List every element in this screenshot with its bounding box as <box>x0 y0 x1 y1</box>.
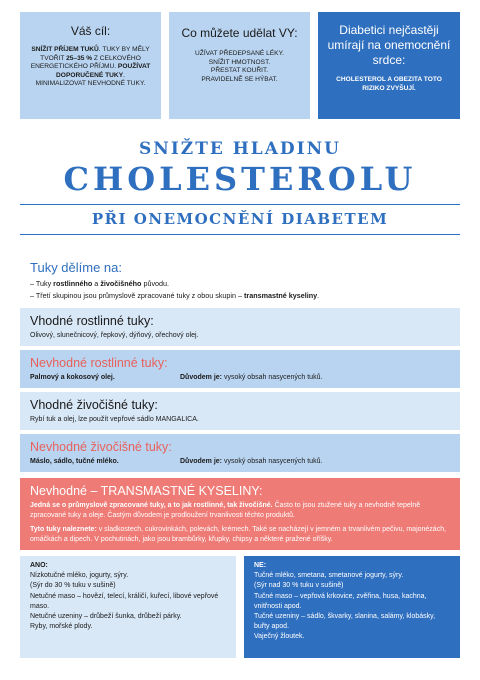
section-trans-p2: Tyto tuky naleznete: v sladkostech, cukrovinkách, polevách, krémech. Také se nacházejí v jemném a trvanlivém pečivu, majonézách, omáčkách a dipech. V pochutinách, jako jsou brambůrky, křupky, chipsy a některé pražené oříšky. <box>30 526 447 543</box>
goal-text <box>20 46 161 89</box>
no-item: (Sýr nad 30 % tuku v sušině) <box>254 582 344 590</box>
risk-box <box>318 12 460 119</box>
section-trans-title: Nevhodné – TRANSMASTNÉ KYSELINY: <box>30 484 263 498</box>
intro <box>30 260 460 302</box>
section-bad-animal-title: Nevhodné živočišné tuky: <box>30 440 172 454</box>
actions-item: PRAVIDELNĚ SE HÝBAT. <box>201 75 278 83</box>
section-bad-plant-items: Palmový a kokosový olej. <box>30 374 115 381</box>
heading-line1: SNIŽTE HLADINU <box>139 139 341 159</box>
section-bad-plant <box>20 350 460 388</box>
section-bad-plant-text <box>30 373 450 383</box>
section-good-animal <box>20 392 460 430</box>
section-trans <box>20 478 460 550</box>
risk-title: Diabetici nejčastěji umírají na onemocnění srdce: <box>327 23 451 67</box>
no-title: NE: <box>254 562 267 569</box>
goal-text-end: . MINIMALIZOVAT NEVHODNÉ TUKY. <box>35 71 146 87</box>
actions-item: PŘESTAT KOUŘIT. <box>210 67 269 74</box>
yes-title: ANO: <box>30 562 48 569</box>
heading-line2: CHOLESTEROLU <box>63 160 417 198</box>
goal-text-bold2: POUŽÍVAT DOPORUČENÉ TUKY <box>56 63 151 79</box>
yes-item: Netučné maso – hovězí, telecí, králičí, kuřecí, libové vepřové maso. <box>30 592 219 610</box>
section-bad-animal-reason: Důvodem je: vysoký obsah nasycených tuků. <box>180 458 323 465</box>
intro-line1: – Tuky rostlinného a živočišného původu. <box>30 279 170 288</box>
goal-text-part2: Z CELKOVÉHO ENERGETICKÉHO PŘÍJMU. <box>30 54 141 70</box>
goal-box <box>20 12 161 119</box>
actions-item: SNÍŽIT HMOTNOST. <box>208 58 271 66</box>
no-box <box>244 556 460 658</box>
no-item: Tučné mléko, smetana, smetanové jogurty, sýry. <box>254 572 404 580</box>
section-good-plant-title: Vhodné rostlinné tuky: <box>30 314 154 328</box>
section-good-plant <box>20 308 460 346</box>
heading-line3: PŘI ONEMOCNĚNÍ DIABETEM <box>91 210 389 228</box>
section-bad-animal-items: Máslo, sádlo, tučné mléko. <box>30 458 119 465</box>
actions-title: Co můžete udělat VY: <box>181 26 298 40</box>
yes-item: Ryby, mořské plody. <box>30 623 93 631</box>
yes-item: Netučné uzeniny – drůbeží šunka, drůbeží párky. <box>30 613 182 621</box>
no-item: Tučné uzeniny – sádlo, škvarky, slanina, salámy, klobásky, buřty apod. <box>254 613 436 631</box>
risk-text: CHOLESTEROL A OBEZITA TOTO RIZIKO ZVYŠUJÍ. <box>336 76 442 92</box>
section-bad-plant-reason: Důvodem je: vysoký obsah nasycených tuků. <box>180 374 323 381</box>
section-good-animal-title: Vhodné živočišné tuky: <box>30 398 158 412</box>
section-bad-animal-text <box>30 457 450 467</box>
actions-box <box>169 12 310 119</box>
intro-title: Tuky dělíme na: <box>30 260 123 275</box>
goal-text-bold1: SNÍŽIT PŘÍJEM TUKŮ <box>31 46 99 53</box>
yes-box <box>20 556 236 658</box>
intro-line2: – Třetí skupinou jsou průmyslově zpracované tuky z obou skupin – transmastné kyseliny. <box>30 291 320 300</box>
goal-title: Váš cíl: <box>70 24 111 38</box>
heading-rule-bottom <box>20 234 460 235</box>
section-trans-p1: Jedná se o průmyslově zpracované tuky, a to jak rostlinné, tak živočišné. Často to jsou ztužené tuky a nevhodně tepelně zpracované tuky a oleje. Častým důvodem je prodloužení trvanlivosti těchto produktů. <box>30 502 421 519</box>
no-item: Vaječný žloutek. <box>254 633 305 641</box>
section-bad-animal <box>20 434 460 472</box>
goal-text-percent: 25–35 % <box>66 54 93 62</box>
actions-item: UŽÍVAT PŘEDEPSANÉ LÉKY. <box>195 50 284 57</box>
yes-item: (Sýr do 30 % tuku v sušině) <box>30 582 116 590</box>
section-good-animal-text: Rybí tuk a olej, lze použít vepřové sádlo MANGALICA. <box>30 416 199 423</box>
yes-item: Nízkotučné mléko, jogurty, sýry. <box>30 572 129 580</box>
section-good-plant-text: Olivový, slunečnicový, řepkový, dýňový, ořechový olej. <box>30 332 199 339</box>
section-bad-plant-title: Nevhodné rostlinné tuky: <box>30 356 168 370</box>
heading-rule-top <box>20 204 460 205</box>
no-item: Tučné maso – vepřová krkovice, zvěřina, husa, kachna, vnitřnosti apod. <box>254 592 427 610</box>
actions-list <box>169 50 310 84</box>
goal-text-part1: . TUKY BY MĚLY TVOŘIT <box>40 46 150 62</box>
